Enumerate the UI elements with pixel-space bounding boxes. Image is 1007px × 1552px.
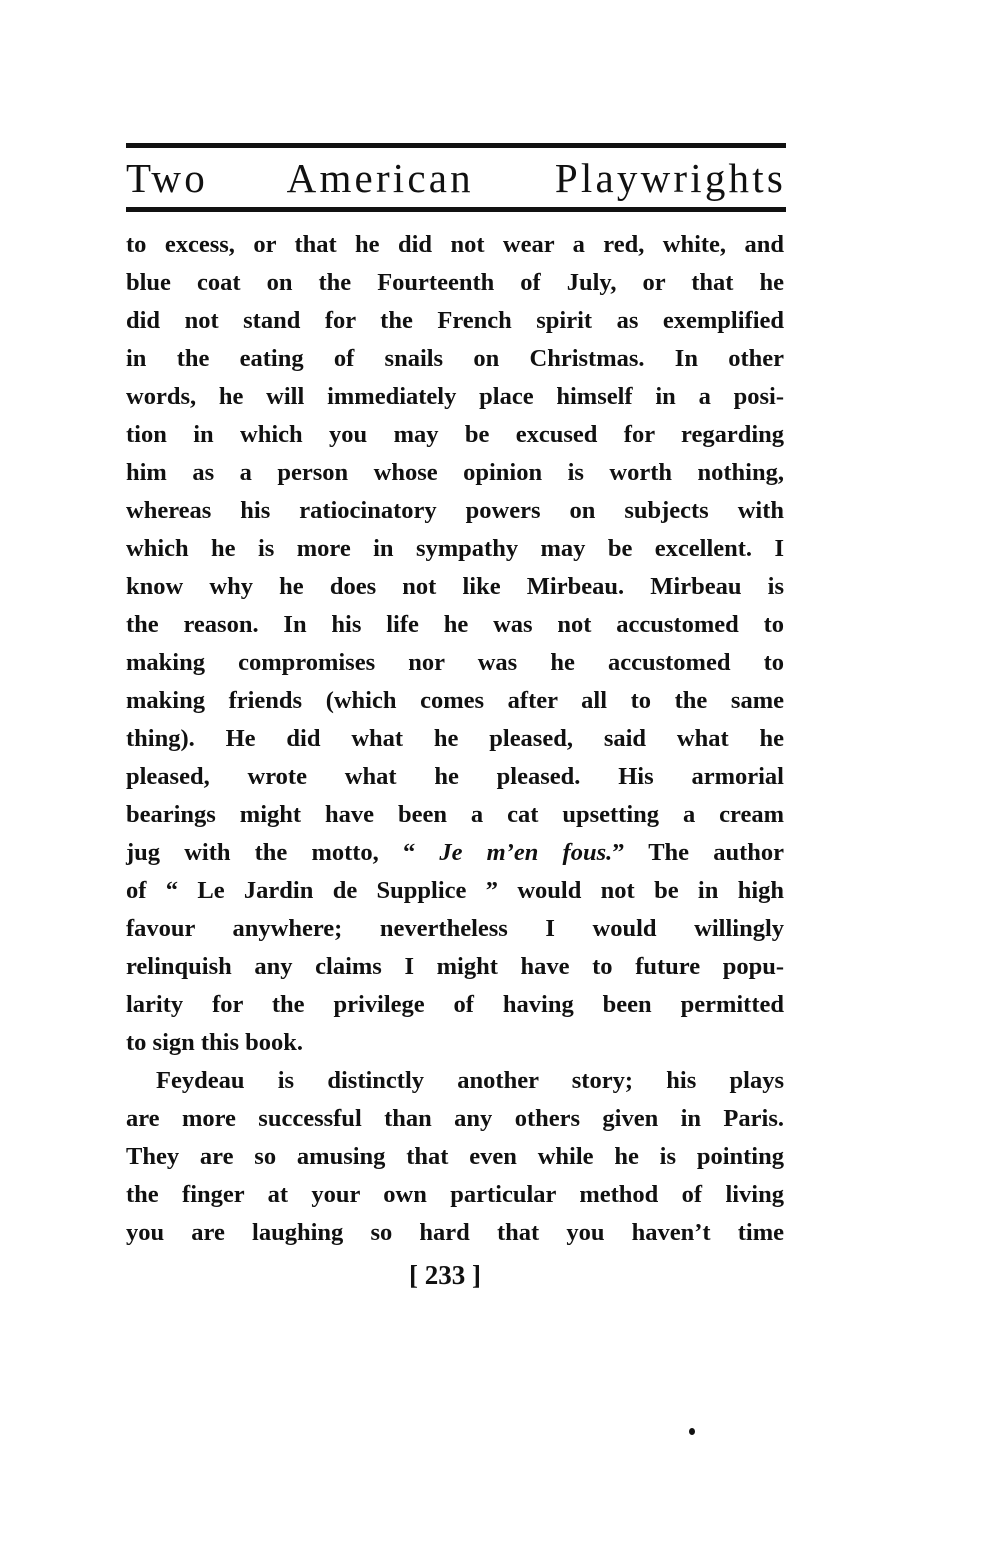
text-line: him as a person whose opinion is worth nothing, — [126, 459, 784, 486]
text-line: They are so amusing that even while he is pointing — [126, 1143, 784, 1170]
text-segment: jug with the motto, “ — [126, 839, 440, 866]
text-line — [126, 834, 784, 872]
text-line: the finger at your own particular method of living — [126, 1181, 784, 1208]
text-line: favour anywhere; nevertheless I would willingly — [126, 915, 784, 942]
running-head: Two American Playwrights — [126, 155, 786, 201]
text-line: making friends (which comes after all to the same — [126, 687, 784, 714]
text-line: larity for the privilege of having been permitted — [126, 991, 784, 1018]
page-number: [ 233 ] — [409, 1260, 481, 1290]
text-line: thing). He did what he pleased, said what he — [126, 725, 784, 752]
text-line: whereas his ratiocinatory powers on subjects with — [126, 497, 784, 524]
text-line: know why he does not like Mirbeau. Mirbeau is — [126, 573, 784, 600]
text-line: relinquish any claims I might have to future popu- — [126, 953, 784, 980]
text-line: the reason. In his life he was not accustomed to — [126, 611, 784, 638]
italic-motto: Je m’en fous. — [439, 839, 613, 866]
header-top-rule — [126, 143, 786, 148]
text-line: making compromises nor was he accustomed to — [126, 649, 784, 676]
header-bottom-rule — [126, 207, 786, 212]
print-speck — [689, 1428, 695, 1435]
text-line: to sign this book. — [126, 1029, 304, 1056]
text-line: did not stand for the French spirit as exemplified — [126, 307, 784, 334]
text-line: blue coat on the Fourteenth of July, or that he — [126, 269, 784, 296]
text-line: tion in which you may be excused for regarding — [126, 421, 784, 448]
body-text — [126, 226, 784, 1252]
text-line: to excess, or that he did not wear a red, white, and — [126, 231, 784, 258]
text-line: of “ Le Jardin de Supplice ” would not be in high — [126, 877, 784, 904]
text-line: in the eating of snails on Christmas. In other — [126, 345, 784, 372]
text-line: you are laughing so hard that you haven’t time — [126, 1219, 784, 1246]
text-segment: ” The author — [612, 839, 784, 866]
text-line: bearings might have been a cat upsetting a cream — [126, 801, 784, 828]
text-line: Feydeau is distinctly another story; his plays — [156, 1067, 784, 1094]
text-line: are more successful than any others given in Paris. — [126, 1105, 784, 1132]
text-line: which he is more in sympathy may be excellent. I — [126, 535, 784, 562]
text-line: pleased, wrote what he pleased. His armorial — [126, 763, 784, 790]
text-line: words, he will immediately place himself in a posi- — [126, 383, 784, 410]
